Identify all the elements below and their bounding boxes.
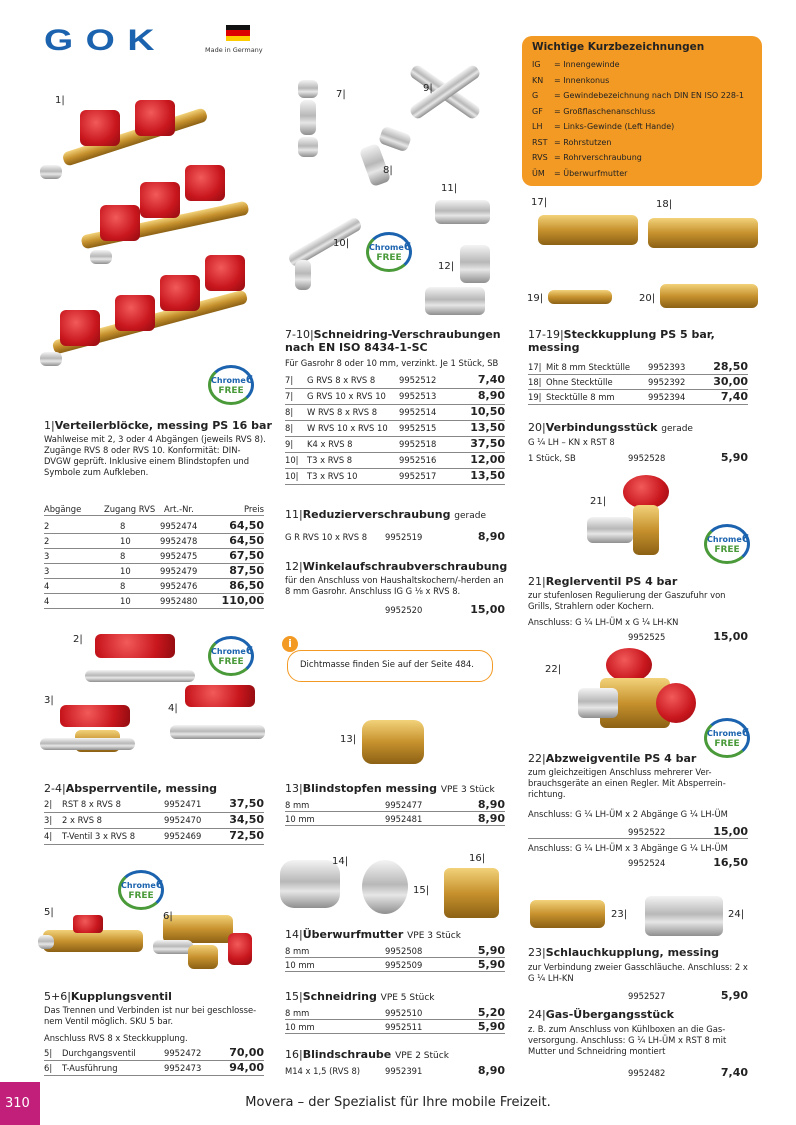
p7-10-table: [285, 373, 505, 488]
table-cell: 9952480: [160, 596, 198, 606]
info-icon: i: [282, 636, 298, 652]
table-cell: 10 mm: [285, 960, 315, 970]
label-7: 7|: [336, 89, 346, 100]
table-cell: 37,50: [229, 797, 264, 810]
column-header: Art.-Nr.: [164, 504, 194, 514]
table-row: [44, 534, 264, 549]
p24-title: 24|Gas-Übergangsstück: [528, 1008, 674, 1021]
column-header: Abgänge: [44, 504, 82, 514]
table-cell: 110,00: [221, 594, 264, 607]
label-12: 12|: [438, 261, 455, 272]
table-row: [44, 1061, 264, 1076]
abbreviation-row: G = Gewindebezeichnung nach DIN EN ISO 228-1: [532, 91, 744, 100]
p22-row2: 9952524 16,50: [628, 856, 748, 869]
p1-title: 1|Verteilerblöcke, messing PS 16 bar: [44, 419, 272, 432]
connector-image-20: [660, 284, 758, 308]
table-cell: 4: [44, 581, 50, 591]
table-cell: 2|: [44, 799, 53, 809]
label-16: 16|: [469, 853, 486, 864]
p21-title: 21|Reglerventil PS 4 bar: [528, 575, 678, 588]
table-row: [285, 944, 505, 958]
label-24: 24|: [728, 909, 745, 920]
table-cell: 9952512: [399, 375, 437, 385]
p1-desc: Wahlweise mit 2, 3 oder 4 Abgängen (jeweils RVS 8). Zugänge RVS 8 oder RVS 10. Konformität: DIN-DVGW geprüft. Inklusive einem Blindstopfen und Symbole zum Aufkleben.: [44, 434, 266, 477]
label-2: 2|: [73, 634, 83, 645]
table-row: [44, 579, 264, 594]
label-20: 20|: [639, 293, 656, 304]
table-cell: 9952477: [385, 800, 423, 810]
table-row: [285, 437, 505, 453]
table-row: [528, 375, 748, 390]
p24-desc: z. B. zum Anschluss von Kühlboxen an die Gas-versorgung. Anschluss: G ¼ LH-ÜM x RST 8 mit Mutter und Schneidring montiert: [528, 1024, 727, 1056]
p1-table: [44, 503, 264, 613]
table-cell: 3|: [44, 815, 53, 825]
table-cell: 10: [120, 536, 131, 546]
table-cell: 3: [44, 566, 50, 576]
hose-coupling-image: [530, 900, 605, 928]
table-cell: 18|: [528, 377, 542, 387]
p5-6-table: [44, 1046, 264, 1076]
table-cell: 9952509: [385, 960, 423, 970]
table-row: [285, 421, 505, 437]
p22-desc3: Anschluss: G ¼ LH-ÜM x 3 Abgänge G ¼ LH-ÜM: [528, 843, 728, 853]
table-row: [285, 1006, 505, 1020]
footer-slogan: Movera – der Spezialist für Ihre mobile Freizeit.: [245, 1095, 551, 1110]
label-5: 5|: [44, 907, 54, 918]
table-cell: 2: [44, 521, 50, 531]
p11-title: 11|Reduzierverschraubung gerade: [285, 508, 487, 521]
table-row: [285, 812, 505, 826]
table-cell: 12,00: [470, 453, 505, 466]
p7-10-title: 7-10|Schneidring-Verschraubungen nach EN ISO 8434-1-SC: [285, 328, 501, 354]
table-cell: 64,50: [229, 519, 264, 532]
table-cell: 9952473: [164, 1063, 202, 1073]
label-17: 17|: [531, 197, 548, 208]
abbreviations-box: [522, 36, 762, 186]
union-nut-image: [280, 860, 340, 908]
table-cell: 9952517: [399, 471, 437, 481]
table-cell: 9952474: [160, 521, 198, 531]
table-cell: 9952471: [164, 799, 202, 809]
p12-desc: für den Anschluss von Haushaltskochern/-herden an 8 mm Gasrohr. Anschluss IG G ⅛ x RVS 8.: [285, 575, 504, 596]
table-cell: 30,00: [713, 375, 748, 388]
abbreviation-row: RST = Rohrstutzen: [532, 137, 612, 147]
distributor-blocks-image: [40, 90, 260, 390]
table-cell: 10,50: [470, 405, 505, 418]
p11-row: G R RVS 10 x RVS 8 9952519 8,90: [285, 530, 505, 543]
table-cell: W RVS 8 x RVS 8: [307, 407, 378, 417]
table-cell: 7,40: [720, 390, 748, 403]
table-cell: 9952513: [399, 391, 437, 401]
table-row: [285, 958, 505, 972]
coupling-valves-image: [38, 895, 268, 980]
label-6: 6|: [163, 911, 173, 922]
p5-6-title: 5+6|Kupplungsventil: [44, 990, 172, 1003]
column-header: Zugang RVS: [104, 504, 156, 514]
table-cell: 7,40: [477, 373, 505, 386]
table-cell: 10: [120, 566, 131, 576]
p2-4-title: 2-4|Absperrventile, messing: [44, 782, 218, 795]
table-cell: 2 x RVS 8: [62, 815, 103, 825]
table-cell: 8,90: [477, 798, 505, 811]
table-cell: 9952478: [160, 536, 198, 546]
abbreviation-row: GF = Großflaschenanschluss: [532, 106, 656, 116]
chrome6-free-badge: Chrome6 FREE: [208, 365, 254, 405]
table-cell: 9952508: [385, 946, 423, 956]
p2-4-table: [44, 797, 264, 849]
gok-logo: GOK: [44, 24, 167, 57]
table-cell: 72,50: [229, 829, 264, 842]
table-cell: 34,50: [229, 813, 264, 826]
table-cell: 4|: [44, 831, 53, 841]
p21-desc: zur stufenlosen Regulierung der Gaszufuhr von Grills, Strahlern oder Kochern.: [528, 590, 726, 611]
label-11: 11|: [441, 183, 458, 194]
table-cell: 86,50: [229, 579, 264, 592]
table-cell: 7|: [285, 391, 294, 401]
cutting-ring-image: [362, 860, 408, 914]
table-row: [44, 1046, 264, 1061]
table-cell: 8,90: [477, 812, 505, 825]
label-21: 21|: [590, 496, 607, 507]
table-row: [285, 1020, 505, 1034]
p20-title: 20|Verbindungsstück gerade: [528, 421, 693, 434]
column-header: Preis: [243, 504, 264, 514]
label-9: 9|: [423, 83, 433, 94]
hose-nozzle-image-19: [548, 290, 612, 304]
table-row: [528, 360, 748, 375]
table-row: [528, 390, 748, 405]
regulator-valve-image: [585, 475, 695, 565]
p5-6-desc2: Anschluss RVS 8 x Steckkupplung.: [44, 1033, 188, 1043]
table-cell: 10: [120, 596, 131, 606]
p14-title: 14|Überwurfmutter VPE 3 Stück: [285, 928, 461, 941]
table-cell: 70,00: [229, 1046, 264, 1059]
table-cell: 8 mm: [285, 800, 310, 810]
table-cell: 5|: [44, 1048, 53, 1058]
abbreviation-row: RVS = Rohrverschraubung: [532, 153, 642, 162]
label-10: 10|: [333, 238, 350, 249]
abbreviation-row: IG = Innengewinde: [532, 60, 620, 69]
table-cell: T-Ausführung: [62, 1063, 118, 1073]
abbreviation-row: KN = Innenkonus: [532, 75, 610, 85]
p23-row: 9952527 5,90: [628, 989, 748, 1002]
table-cell: 94,00: [229, 1061, 264, 1074]
table-cell: 8,90: [477, 389, 505, 402]
table-cell: 8 mm: [285, 946, 310, 956]
p24-row: 9952482 7,40: [628, 1066, 748, 1079]
table-cell: 9952475: [160, 551, 198, 561]
table-cell: 10|: [285, 455, 299, 465]
label-4: 4|: [168, 703, 178, 714]
table-cell: 8|: [285, 407, 294, 417]
table-row: [44, 813, 264, 829]
table-cell: W RVS 10 x RVS 10: [307, 423, 388, 433]
table-cell: 10 mm: [285, 1022, 315, 1032]
label-22: 22|: [545, 664, 562, 675]
table-row: [44, 519, 264, 534]
table-cell: 9952515: [399, 423, 437, 433]
table-row: [285, 798, 505, 812]
table-row: [44, 549, 264, 564]
label-13: 13|: [340, 734, 357, 745]
plug-coupling-image-17: [538, 215, 638, 245]
gas-adapter-image: [645, 896, 723, 936]
table-cell: 5,90: [477, 944, 505, 957]
table-header: [44, 503, 264, 516]
table-row: [44, 797, 264, 813]
table-cell: 8: [120, 551, 126, 561]
fittings-image: [280, 75, 510, 325]
table-cell: 17|: [528, 362, 542, 372]
table-cell: T3 x RVS 8: [307, 455, 353, 465]
table-row: [285, 405, 505, 421]
table-cell: 8|: [285, 423, 294, 433]
p12-row: 9952520 15,00: [385, 603, 505, 616]
table-cell: Stecktülle 8 mm: [546, 392, 615, 402]
table-cell: 8: [120, 581, 126, 591]
branch-valve-image: [578, 648, 698, 738]
table-cell: 9952510: [385, 1008, 423, 1018]
made-in-germany: Made in Germany: [205, 46, 263, 54]
p22-desc2: Anschluss: G ¼ LH-ÜM x 2 Abgänge G ¼ LH-ÜM: [528, 809, 728, 819]
table-cell: 9952516: [399, 455, 437, 465]
p5-6-desc: Das Trennen und Verbinden ist nur bei geschlosse-nem Ventil möglich. SKU 5 bar.: [44, 1005, 257, 1026]
label-15: 15|: [413, 885, 430, 896]
page-number: 310: [0, 1082, 40, 1125]
table-cell: 5,90: [477, 1020, 505, 1033]
chrome6-free-badge: Chrome6 FREE: [208, 636, 254, 676]
table-cell: 5,20: [477, 1006, 505, 1019]
p15-title: 15|Schneidring VPE 5 Stück: [285, 990, 435, 1003]
label-19: 19|: [527, 293, 544, 304]
p16-row: M14 x 1,5 (RVS 8) 9952391 8,90: [285, 1064, 505, 1077]
p21-desc2: Anschluss: G ¼ LH-ÜM x G ¼ LH-KN: [528, 617, 679, 627]
p14-table: [285, 944, 505, 974]
table-cell: 37,50: [470, 437, 505, 450]
table-cell: 2: [44, 536, 50, 546]
table-cell: 28,50: [713, 360, 748, 373]
table-cell: 9952394: [648, 392, 686, 402]
table-cell: G RVS 8 x RVS 8: [307, 375, 376, 385]
table-cell: 87,50: [229, 564, 264, 577]
blind-plug-image: [362, 720, 424, 764]
p20-desc: G ¼ LH – KN x RST 8: [528, 437, 615, 447]
table-cell: 6|: [44, 1063, 53, 1073]
table-cell: 9952479: [160, 566, 198, 576]
label-14: 14|: [332, 856, 349, 867]
table-cell: 8 mm: [285, 1008, 310, 1018]
chrome6-free-badge: Chrome6 FREE: [366, 232, 412, 272]
label-3: 3|: [44, 695, 54, 706]
p22-title: 22|Abzweigventile PS 4 bar: [528, 752, 697, 765]
table-cell: 9952392: [648, 377, 686, 387]
table-row: [44, 829, 264, 845]
table-cell: 9952511: [385, 1022, 423, 1032]
table-cell: Ohne Stecktülle: [546, 377, 613, 387]
label-8: 8|: [383, 165, 393, 176]
table-cell: 3: [44, 551, 50, 561]
label-23: 23|: [611, 909, 628, 920]
chrome6-free-badge: Chrome6 FREE: [704, 718, 750, 758]
table-cell: RST 8 x RVS 8: [62, 799, 121, 809]
p17-19-table: [528, 360, 748, 404]
table-row: [285, 389, 505, 405]
table-cell: 9952469: [164, 831, 202, 841]
abbreviation-row: LH = Links-Gewinde (Left Hande): [532, 122, 675, 131]
table-cell: 13,50: [470, 421, 505, 434]
table-cell: 9952393: [648, 362, 686, 372]
p22-desc: zum gleichzeitigen Anschluss mehrerer Ver-brauchsgeräte an einen Regler. Mit Absperrein-richtung.: [528, 767, 726, 799]
p17-19-title: 17-19|Steckkupplung PS 5 bar, messing: [528, 328, 715, 354]
table-cell: 7|: [285, 375, 294, 385]
table-cell: 9|: [285, 439, 294, 449]
table-cell: 9952476: [160, 581, 198, 591]
table-row: [285, 469, 505, 485]
table-cell: 5,90: [477, 958, 505, 971]
table-row: [285, 453, 505, 469]
table-cell: 9952481: [385, 814, 423, 824]
blind-screw-image: [444, 868, 499, 918]
table-cell: 10 mm: [285, 814, 315, 824]
table-cell: 4: [44, 596, 50, 606]
chrome6-free-badge: Chrome6 FREE: [118, 870, 164, 910]
table-cell: T3 x RVS 10: [307, 471, 358, 481]
table-cell: 9952470: [164, 815, 202, 825]
table-cell: T-Ventil 3 x RVS 8: [62, 831, 136, 841]
table-cell: 9952518: [399, 439, 437, 449]
abbreviations-title: Wichtige Kurzbezeichnungen: [532, 41, 705, 53]
table-row: [44, 564, 264, 579]
p12-title: 12|Winkelaufschraubverschraubung: [285, 560, 508, 573]
label-18: 18|: [656, 199, 673, 210]
table-row: [285, 373, 505, 389]
table-cell: 9952514: [399, 407, 437, 417]
p20-row: 1 Stück, SB 9952528 5,90: [528, 451, 748, 464]
plug-coupling-image-18: [648, 218, 758, 248]
p13-table: [285, 798, 505, 828]
p16-title: 16|Blindschraube VPE 2 Stück: [285, 1048, 449, 1061]
p22-row1: 9952522 15,00: [528, 825, 748, 839]
hint-box: Dichtmasse finden Sie auf der Seite 484.: [287, 650, 493, 682]
chrome6-free-badge: Chrome6 FREE: [704, 524, 750, 564]
table-cell: Durchgangsventil: [62, 1048, 136, 1058]
p23-desc: zur Verbindung zweier Gasschläuche. Anschluss: 2 x G ¼ LH-KN: [528, 962, 748, 983]
german-flag-icon: [226, 25, 250, 41]
table-cell: 64,50: [229, 534, 264, 547]
table-cell: 67,50: [229, 549, 264, 562]
p23-title: 23|Schlauchkupplung, messing: [528, 946, 720, 959]
p15-table: [285, 1006, 505, 1036]
p7-10-desc: Für Gasrohr 8 oder 10 mm, verzinkt. Je 1 Stück, SB: [285, 358, 499, 368]
p21-row: 9952525 15,00: [628, 630, 748, 643]
table-cell: 13,50: [470, 469, 505, 482]
table-row: [44, 594, 264, 609]
table-cell: 9952472: [164, 1048, 202, 1058]
label-1: 1|: [55, 95, 65, 106]
abbreviation-row: ÜM = Überwurfmutter: [532, 168, 628, 178]
table-cell: Mit 8 mm Stecktülle: [546, 362, 631, 372]
table-cell: 19|: [528, 392, 542, 402]
table-cell: G RVS 10 x RVS 10: [307, 391, 386, 401]
table-cell: 10|: [285, 471, 299, 481]
p13-title: 13|Blindstopfen messing VPE 3 Stück: [285, 782, 495, 795]
table-cell: 8: [120, 521, 126, 531]
table-cell: K4 x RVS 8: [307, 439, 353, 449]
